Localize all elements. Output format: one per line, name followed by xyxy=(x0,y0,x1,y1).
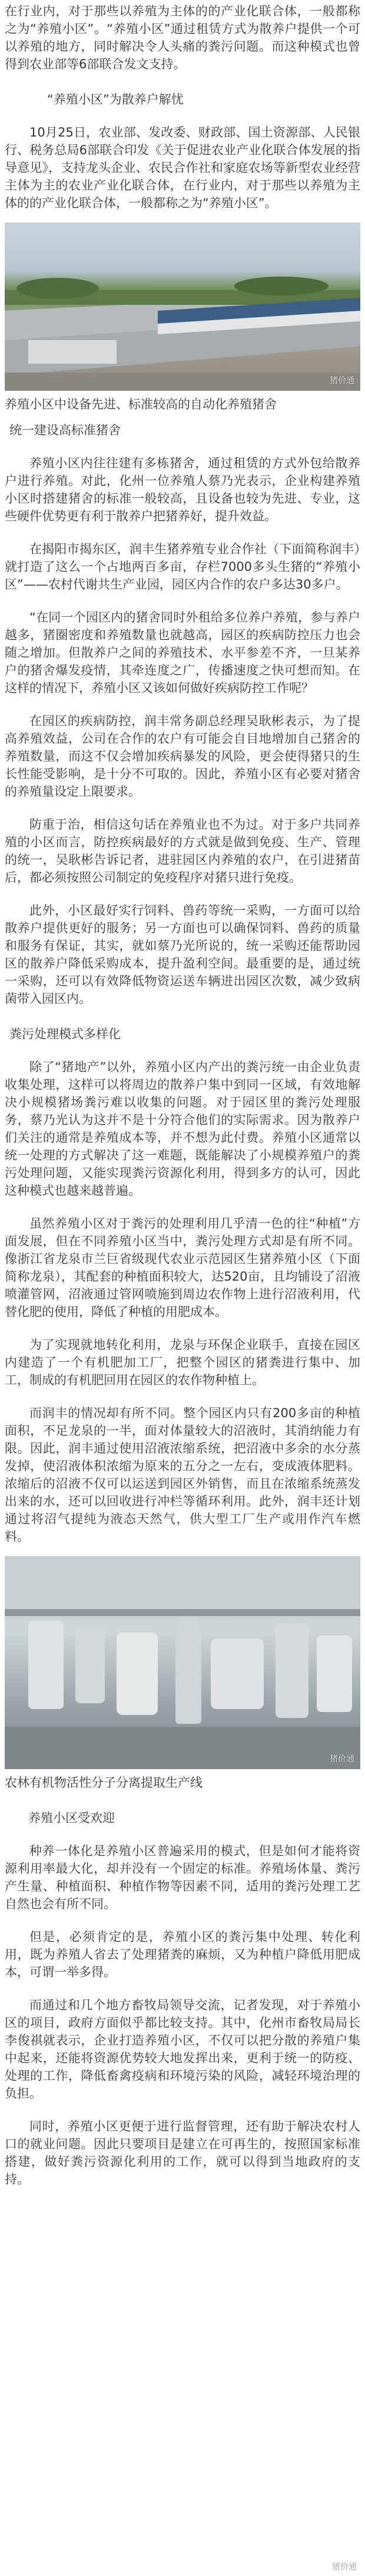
interview-paragraph: 而通过和几个地方畜牧局领导交流，记者发现，对于养殖小区的项目，政府方面似乎都比较支持。其中，化州市畜牧局局长李俊祺就表示，企业打造养殖小区，不仅可以把分散的养殖户集中起来，还能将资源优势较大地发挥出来，更利于统一的防疫、处理的工作，降低畜禽疫病和环境污染的风险，减轻环境治理的负担。 xyxy=(5,1998,360,2100)
section-heading-4: 养殖小区受欢迎 xyxy=(28,1811,115,1825)
production-line-photo xyxy=(5,1556,360,1769)
huazhou-paragraph: 养殖小区内往往建有多栋猪舍，通过租赁的方式外包给散养户进行养殖。对此，化州一位养殖人蔡乃光表示，企业构建养殖小区时搭建猪舍的标准一般较高，且设备也较为先进、专业，这些硬件优势更有利于散养户把猪养好，提升效益。 xyxy=(5,456,360,523)
policy-paragraph: 10月25日，农业部、发改委、财政部、国土资源部、人民银行、税务总局6部联合印发《关于促进农业产业化联合体发展的指导意见》，支持龙头企业、农民合作社和家庭农场等新型农业经营主体为主的农业产业化联合体，在行业内，对于那些以养殖为主体的的产业化联合体，一般都称之为“养殖小区”。 xyxy=(5,125,360,210)
control-paragraph: 防重于治，相信这句话在养殖业也不为过。对于多户共同养殖的小区而言，防控疾病最好的方式就是做到免疫、生产、管理的统一，吴耿彬告诉记者，进驻园区内养殖的农户，在引进猪苗后，都必须按照公司制定的免疫程序对猪只进行免疫。 xyxy=(5,817,360,885)
feed-paragraph: 此外，小区最好实行饲料、兽药等统一采购，一方面可以给散养户提供更好的服务；另一方面也可以确保饲料、兽药的质量和服务有保证，其实，就如蔡乃光所说的，统一采购还能帮助园区的散养户降低采购成本，提升盈利空间。最重要的是，通过统一采购，还可以有效降低物资运送车辆进出园区次数，减少致病菌带入园区内。 xyxy=(5,903,360,1006)
photo-watermark: 猪价通 xyxy=(330,1754,354,1764)
manure-mode-paragraph: 除了“猪地产”以外，养殖小区内产出的粪污统一由企业负责收集处理，这样可以将周边的散养户集中到同一区域，有效地解决小规模猪场粪污难以收集的问题。对于园区里的粪污处理服务，蔡乃光认为这并不是十分符合他们的实际需求。因为散养户们关注的通常是养殖成本等，并不想为此付费。养殖小区通常以统一处理的方式解决了这一难题，既能解决了小规模养殖户的粪污处理问题，又能实现粪污资源化利用，得到多方的认可，因此这种模式也越来越普遍。 xyxy=(5,1060,360,1198)
pollution-paragraph: 但是，必须肯定的是，养殖小区的粪污集中处理、转化利用，既为养殖人省去了处理猪粪的麻烦，又为种植户降低用肥成本，可谓一举多得。 xyxy=(5,1930,360,1979)
photo-watermark: 猪价通 xyxy=(330,376,354,385)
traditional-paragraph: 种养一体化是养殖小区普遍采用的模式，但是如何才能将资源利用率最大化，却并没有一个固定的标准。养殖场体量、粪污产生量、种植面积、种植作物等因素不同，适用的粪污处理工艺自然也会有所不同。 xyxy=(5,1844,360,1911)
section-heading-3: 粪污处理模式多样化 xyxy=(9,1027,121,1041)
photo-caption-2: 农林有机物活性分子分离提取生产线 xyxy=(5,1776,203,1790)
disease-paragraph: “在同一个园区内的猪舍同时外租给多位养户养殖，参与养户越多，猪圈密度和养殖数量也就越高，园区的疾病防控压力也会随之增加。但散养户之间的养殖技术、水平参差不齐，一旦某养户的猪舍爆发疫情，其牵连度之广，传播速度之快可想而知。在这样的情况下，养殖小区又该如何做好疾病防控工作呢？ xyxy=(5,610,360,695)
manure-tech-paragraph: 虽然养殖小区对于粪污的处理利用几乎清一色的往“种植”方面发展，但在不同养殖小区当中，粪污处理方式却是有所不同。像浙江省龙泉市兰巨省级现代农业示范园区生猪养殖小区（下面简称龙泉），其配套的种植面积较大，达520亩，且均铺设了沼液喷灌管网，沼液通过管网喷施到周边农作物上进行沼液利用，代替化肥的使用，降低了种植的用肥成本。 xyxy=(5,1216,360,1319)
pig-barn-photo xyxy=(5,222,360,391)
photo-caption-1: 养殖小区中设备先进、标准较高的自动化养殖猪舍 xyxy=(5,397,277,411)
prevention-paragraph: 在园区的疾病防控，润丰常务副总经理吴耿彬表示，为了提高养殖效益，公司在合作的农户有可能会自目地增加自己猪舍的养殖数量，而这不仅会增加疾病暴发的风险，更会使得猪只的生长性能受影响，是十分不可取的。因此，养殖小区有必要对猪舍的养殖量设定上限要求。 xyxy=(5,714,360,799)
conclusion-paragraph: 同时，养殖小区更便于进行监督管理，还有助于解决农村人口的就业问题。因此只要项目是建立在可再生的，按照国家标准搭建，做好粪污资源化利用的工作，就可以得到当地政府的支持。 xyxy=(5,2119,360,2186)
jieyang-paragraph: 在揭阳市揭东区，润丰生猪养殖专业合作社（下面简称润丰）就打造了这么一个占地两百多亩，存栏7000多头生猪的“养殖小区”——农村代谢共生产业园，园区内合作的农户多达30多户。 xyxy=(5,542,360,591)
footer-watermark: 猪价通 xyxy=(332,2562,357,2572)
intro-paragraph: 在行业内，对于那些以养殖为主体的的产业化联合体，一般都称之为“养殖小区”。“养殖小区”通过租赁方式为散养户提供一个可以养殖的地方，同时解决令人头痛的粪污问题。而这种模式也曾得到农业部等6部联合发文支持。 xyxy=(5,4,360,71)
section-heading-1: “养殖小区”为散养户解忧 xyxy=(47,92,184,107)
section-heading-2: 统一建设高标准猪舍 xyxy=(9,423,121,437)
longquan-paragraph: 为了实现就地转化利用，龙泉与环保企业联手，直接在园区内建造了一个有机肥加工厂，把整个园区的猪粪进行集中、加工，制成的有机肥回用在园区的农作物种植上。 xyxy=(5,1338,360,1387)
runfeng-paragraph: 而润丰的情况却有所不同。整个园区内只有200多亩的种植面积，不足龙泉的一半，面对体量较大的沼液时，其消纳能力有限。因此，润丰通过使用沼液浓缩系统，把沼液中多余的水分蒸发掉，使沼液体积浓缩为原来的五分之一左右，变成液体肥料。浓缩后的沼液不仅可以运送到园区外销售，而且在浓缩系统蒸发出来的水，还可以回收进行冲栏等循环利用。此外，润丰还计划通过将沼气提纯为液态天然气，供大型工厂生产或用作汽车燃料。 xyxy=(5,1406,360,1544)
